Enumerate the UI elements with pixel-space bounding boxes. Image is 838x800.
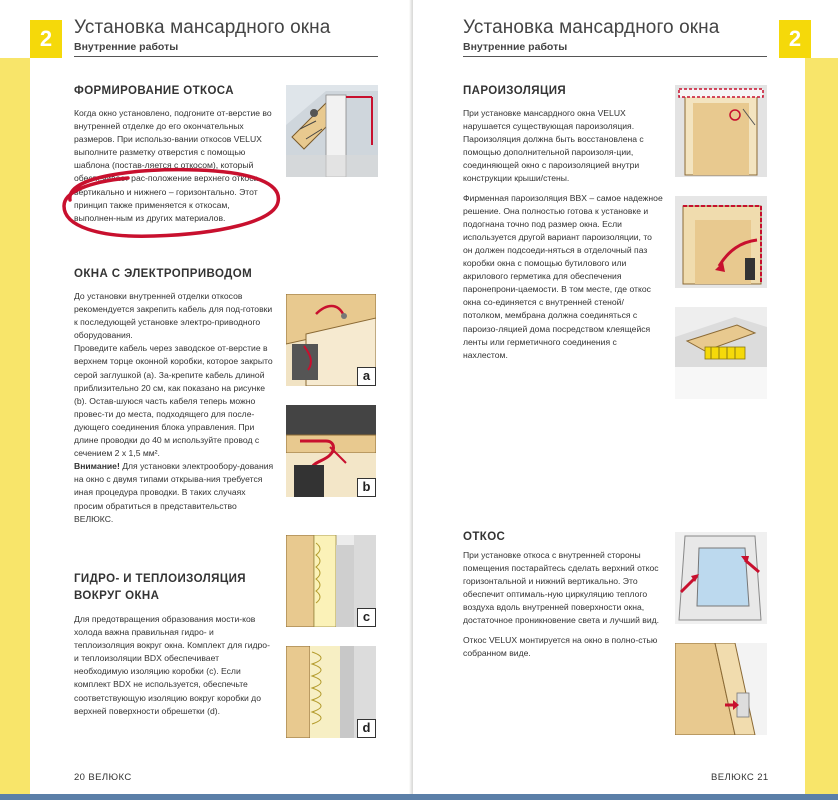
right-page — [413, 0, 838, 800]
paragraph: Откос VELUX монтируется на окно в полно-стью собранном виде. — [463, 634, 658, 658]
figure-otkos-assembled — [675, 643, 767, 735]
section-title-otkos: ОТКОС — [463, 531, 506, 543]
right-header-title: Установка мансардного окна — [463, 17, 720, 38]
section-text-otkos — [463, 549, 668, 660]
right-header-rule — [463, 56, 767, 57]
figure-label-d: d — [357, 719, 376, 738]
left-header-rule — [74, 56, 378, 57]
paragraph: При установке откоса с внутренней стороны помещения постарайтесь сделать верхний откос горизонтальной и нижний вертикально. Это обеспечит оптималь-ную циркуляцию теплого воздуха вдоль внутренней поверхности окна, достаточное проникновение света и лучший вид. — [463, 550, 660, 626]
chapter-number-left: 2 — [30, 20, 62, 58]
figure-vapour-barrier-2 — [675, 196, 767, 288]
right-yellow-strip — [805, 58, 838, 800]
warning-paragraph — [74, 460, 274, 525]
figure-label-b: b — [357, 478, 376, 497]
figure-a-cable-hole — [286, 294, 376, 386]
figure-c-bdx-insulation — [286, 535, 376, 627]
section-title-electric-windows: ОКНА С ЭЛЕКТРОПРИВОДОМ — [74, 268, 253, 280]
warning-text: Для установки электрообору-дования на окно с двумя типами открыва-ния требуется иная процедура проводки. В таких случаях просим обратиться в представительство ВЕЛЮКС. — [74, 461, 274, 524]
left-yellow-strip — [0, 58, 30, 800]
paragraph: Когда окно установлено, подгоните от-верстие во внутренней отделке до его окончательных размеров. При использо-вании откосов VELUX выполните разметку отверстия с помощью шаблона (постав-ляется с откосом), который обеспечивает рас-положение верхнего откоса вертикально и нижнего – горизонтально. Этот принцип также применяется к откосам, выполнен-ным из других материалов. — [74, 108, 272, 223]
window-bottom-bar — [0, 794, 838, 800]
section-text-insulation — [74, 613, 274, 718]
chapter-number-right: 2 — [779, 20, 811, 58]
warning-label: Внимание! — [74, 461, 120, 472]
figure-b-cable-fixing — [286, 405, 376, 497]
section-title-vapour-barrier: ПАРОИЗОЛЯЦИЯ — [463, 85, 567, 97]
figure-vapour-barrier-3 — [675, 307, 767, 399]
section-title-otkos-forming: ФОРМИРОВАНИЕ ОТКОСА — [74, 85, 234, 97]
paragraph: При установке мансардного окна VELUX нарушается существующая пароизоляция. Пароизоляция должна быть восстановлена с помощью дополнительной пароизоля-ции, соединяющей окно с пароизоляцией внутри конструкции крыши/стены. — [463, 108, 644, 184]
paragraph: Проведите кабель через заводское от-верстие в верхнем торце оконной коробки, которое закрыто серой заглушкой (a). За-крепите кабель длиной приблизительно 20 см, как показано на рисунке (b). Остав-шуюся часть кабеля теперь можно провес-ти до места, подходящего для после-дующего соединения блока управления. При длине проводки до 40 м используйте провод с сечением 2 x 1,5 мм². — [74, 343, 273, 459]
right-header-subtitle: Внутренние работы — [463, 41, 568, 53]
paragraph: Фирменная пароизоляция BBX – самое надежное решение. Она полностью готова к установке и подогнана точно под размер окна. Если используется другой вариант пароизоляции, то он должен подсоеди-няться в отделочный паз коробки окна с помощью бутилового или акрилового герметика для обеспечения паронепрони-цаемости. В том месте, где откос окна со-единяется с внутренней стеной/потолком, мембрана должна соединяться с пароизо-ляцией дома посредством клеящейся ленты или герметичного соединения с нахлестом. — [463, 192, 663, 360]
figure-label-c: c — [357, 608, 376, 627]
figure-d-insulation-around-frame — [286, 646, 376, 738]
left-header-title: Установка мансардного окна — [74, 17, 331, 38]
right-page-footer: ВЕЛЮКС 21 — [711, 772, 769, 783]
figure-label-a: a — [357, 367, 376, 386]
section-text-otkos-forming — [74, 107, 274, 225]
paragraph: До установки внутренней отделки откосов рекомендуется закрепить кабель для под-готовки к последующей установке электро-приводного оборудования. — [74, 291, 273, 341]
figure-otkos-airflow — [675, 532, 767, 624]
section-text-electric-windows — [74, 290, 274, 526]
figure-vapour-barrier-1 — [675, 85, 767, 177]
section-title-insulation: ГИДРО- И ТЕПЛОИЗОЛЯЦИЯ ВОКРУГ ОКНА — [74, 573, 246, 602]
left-page — [0, 0, 413, 800]
left-header-subtitle: Внутренние работы — [74, 41, 179, 53]
left-page-footer: 20 ВЕЛЮКС — [74, 772, 132, 783]
paragraph: Для предотвращения образования мости-ков холода важна правильная гидро- и теплоизоляция вокруг окна. Комплект для гидро- и теплоизоляции BDX обеспечивает необходимую изоляцию коробки (c). Если комплект BDX не используется, обеспечьте соответствующую изоляцию вокруг коробки до верхней поверхности обрешетки (d). — [74, 614, 270, 716]
figure-otkos-template — [286, 85, 378, 177]
section-text-vapour-barrier — [463, 107, 663, 362]
